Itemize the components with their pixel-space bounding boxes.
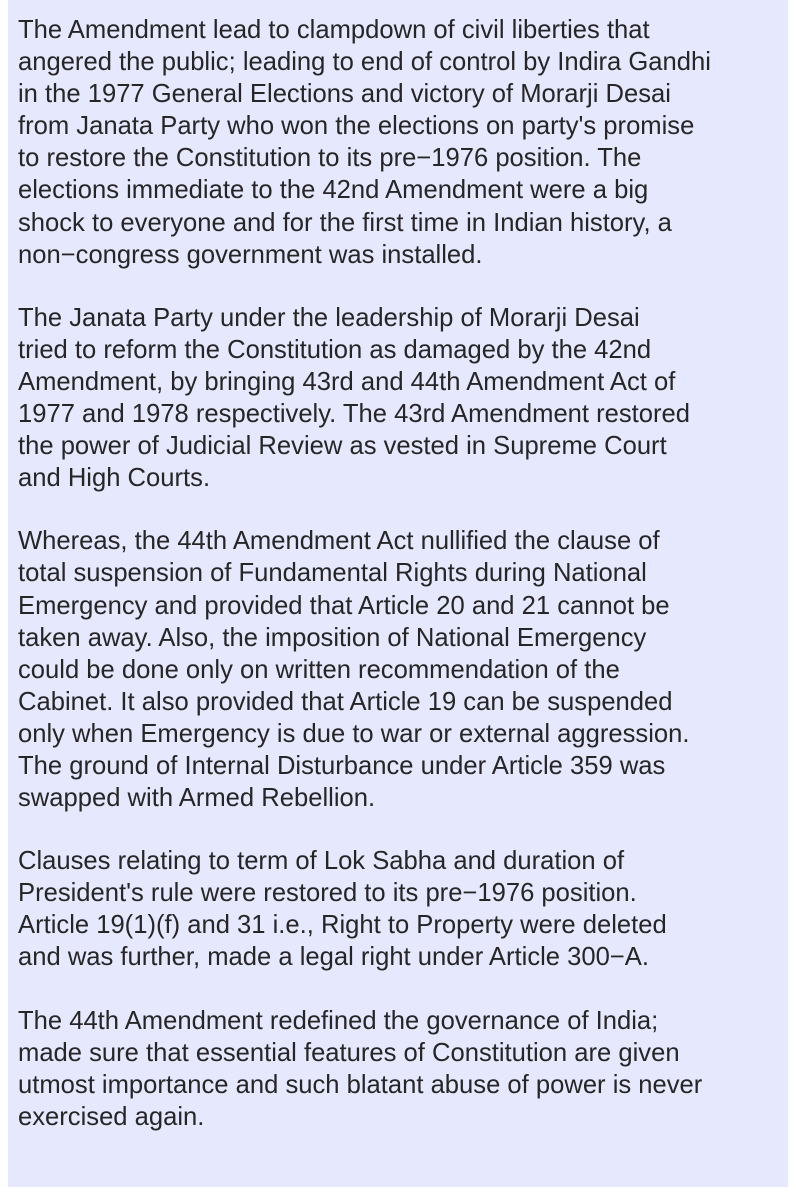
text-line: President's rule were restored to its pre−1976 position. bbox=[18, 879, 637, 908]
paragraph-4 bbox=[18, 845, 778, 973]
text-line: Article 19(1)(f) and 31 i.e., Right to Property were deleted bbox=[18, 911, 667, 940]
text-line: taken away. Also, the imposition of National Emergency bbox=[18, 623, 647, 652]
text-line: Whereas, the 44th Amendment Act nullified the clause of bbox=[18, 527, 660, 556]
text-line: made sure that essential features of Constitution are given bbox=[18, 1038, 680, 1067]
text-line: elections immediate to the 42nd Amendment were a big bbox=[18, 176, 649, 205]
text-line: Amendment, by bringing 43rd and 44th Amendment Act of bbox=[18, 367, 676, 396]
text-line: total suspension of Fundamental Rights during National bbox=[18, 559, 647, 588]
paragraph-1 bbox=[18, 14, 778, 271]
text-line: 1977 and 1978 respectively. The 43rd Amendment restored bbox=[18, 400, 691, 429]
text-line: utmost importance and such blatant abuse of power is never bbox=[18, 1070, 703, 1099]
text-line: and was further, made a legal right under Article 300−A. bbox=[18, 943, 649, 972]
paragraph-spacer bbox=[18, 974, 778, 1005]
text-line: angered the public; leading to end of control by Indira Gandhi bbox=[18, 48, 711, 77]
text-line: and High Courts. bbox=[18, 464, 211, 493]
text-line: The ground of Internal Disturbance under Article 359 was bbox=[18, 751, 666, 780]
text-line: Cabinet. It also provided that Article 19 can be suspended bbox=[18, 687, 673, 716]
text-line: from Janata Party who won the elections on party's promise bbox=[18, 112, 695, 141]
text-line: The 44th Amendment redefined the governance of India; bbox=[18, 1006, 659, 1035]
text-line: Clauses relating to term of Lok Sabha and duration of bbox=[18, 847, 625, 876]
text-line: The Amendment lead to clampdown of civil liberties that bbox=[18, 16, 650, 44]
text-line: non−congress government was installed. bbox=[18, 240, 483, 269]
text-line: to restore the Constitution to its pre−1976 position. The bbox=[18, 144, 642, 173]
paragraph-spacer bbox=[18, 494, 778, 525]
paragraph-2 bbox=[18, 302, 778, 495]
text-line: shock to everyone and for the first time in Indian history, a bbox=[18, 208, 672, 237]
text-line: exercised again. bbox=[18, 1102, 205, 1131]
paragraph-5 bbox=[18, 1005, 778, 1133]
paragraph-spacer bbox=[18, 814, 778, 845]
text-line: swapped with Armed Rebellion. bbox=[18, 784, 376, 813]
paragraph-spacer bbox=[18, 271, 778, 302]
text-line: only when Emergency is due to war or external aggression. bbox=[18, 719, 690, 748]
paragraph-3 bbox=[18, 525, 778, 814]
text-line: the power of Judicial Review as vested in Supreme Court bbox=[18, 432, 667, 461]
text-panel bbox=[8, 0, 788, 1187]
text-line: could be done only on written recommendation of the bbox=[18, 655, 620, 684]
text-line: tried to reform the Constitution as damaged by the 42nd bbox=[18, 335, 652, 364]
text-line: The Janata Party under the leadership of Morarji Desai bbox=[18, 303, 640, 332]
text-line: Emergency and provided that Article 20 and 21 cannot be bbox=[18, 591, 670, 620]
text-line: in the 1977 General Elections and victory of Morarji Desai bbox=[18, 80, 671, 109]
